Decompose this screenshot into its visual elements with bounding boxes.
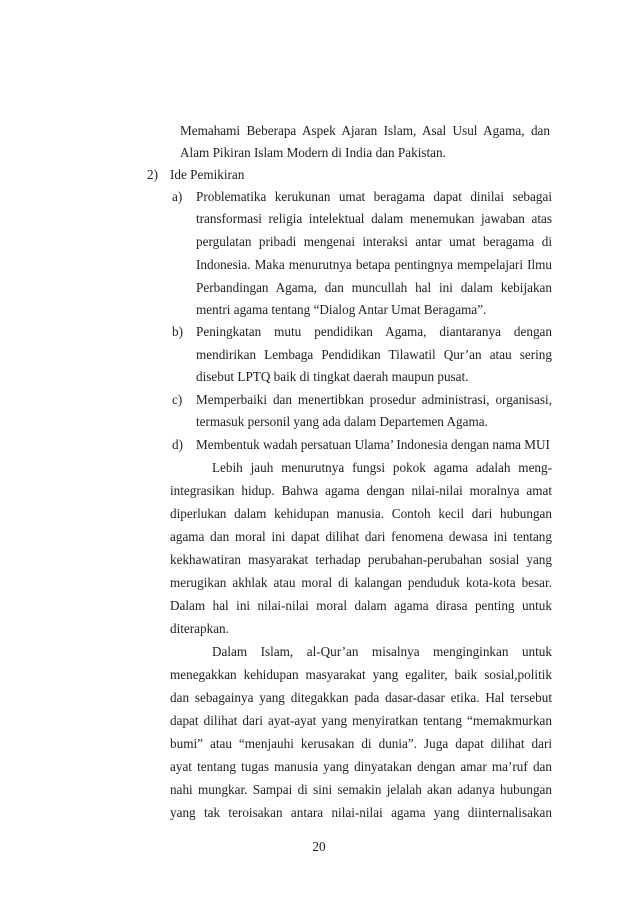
list-marker: d) — [172, 437, 183, 452]
text-line: dapat dilihat dari ayat-ayat yang menyiratkan tentang “memakmurkan — [170, 713, 552, 728]
section-title: Ide Pemikiran — [170, 167, 245, 182]
text-line: Memperbaiki dan menertibkan prosedur administrasi, organisasi, — [196, 392, 552, 407]
list-marker: b) — [172, 324, 183, 339]
text-line: pergulatan pribadi mengenai interaksi antar umat beragama di — [196, 234, 552, 249]
text-line: transformasi religia intelektual dalam menemukan jawaban atas — [196, 211, 552, 226]
text-line: mendirikan Lembaga Pendidikan Tilawatil Qur’an atau sering — [196, 347, 552, 362]
text-line: Membentuk wadah persatuan Ulama’ Indonesia dengan nama MUI — [196, 437, 550, 452]
text-line: diperlukan dalam kehidupan manusia. Contoh kecil dari hubungan — [170, 506, 552, 521]
text-line: agama dan moral ini dapat dilihat dari fenomena dewasa ini tentang — [170, 529, 552, 544]
list-marker: a) — [172, 189, 183, 204]
text-line: bumi” atau “menjauhi kerusakan di dunia”. Juga dapat dilihat dari — [170, 736, 552, 751]
text-line: Problematika kerukunan umat beragama dapat dinilai sebagai — [196, 189, 552, 204]
text-line: Perbandingan Agama, dan muncullah hal ini dalam kebijakan — [196, 280, 552, 295]
text-line: termasuk personil yang ada dalam Departemen Agama. — [196, 414, 488, 429]
text-line: integrasikan hidup. Bahwa agama dengan nilai-nilai moralnya amat — [170, 483, 552, 498]
text-line: Dalam hal ini nilai-nilai moral dalam agama dirasa penting untuk — [170, 598, 552, 613]
text-line: ayat tentang tugas manusia yang dinyatakan dengan amar ma’ruf dan — [170, 759, 552, 774]
text-line: Memahami Beberapa Aspek Ajaran Islam, Asal Usul Agama, dan — [180, 123, 550, 138]
text-line: Lebih jauh menurutnya fungsi pokok agama adalah meng- — [212, 460, 552, 475]
text-line: mentri agama tentang “Dialog Antar Umat Beragama”. — [196, 302, 487, 317]
text-line: disebut LPTQ baik di tingkat daerah maupun pusat. — [196, 369, 469, 384]
text-line: merugikan akhlak atau moral di kalangan penduduk kota-kota besar. — [170, 575, 552, 590]
text-line: dan sebagainya yang ditegakkan pada dasar-dasar etika. Hal tersebut — [170, 690, 552, 705]
text-line: menegakkan kehidupan masyarakat yang egaliter, baik sosial,politik — [170, 667, 552, 682]
text-line: Dalam Islam, al-Qur’an misalnya menginginkan untuk — [212, 644, 552, 659]
text-line: Indonesia. Maka menurutnya betapa pentingnya mempelajari Ilmu — [196, 257, 552, 272]
list-marker: c) — [172, 392, 183, 407]
text-line: yang tak teroisakan antara nilai-nilai agama yang diinternalisakan — [170, 805, 552, 820]
text-line: Peningkatan mutu pendidikan Agama, diantaranya dengan — [196, 324, 552, 339]
text-line: diterapkan. — [170, 621, 229, 636]
text-line: Alam Pikiran Islam Modern di India dan Pakistan. — [180, 145, 446, 160]
text-line: nahi mungkar. Sampai di sini semakin jelalah akan adanya hubungan — [170, 782, 552, 797]
page-number: 20 — [312, 839, 326, 854]
section-number: 2) — [147, 167, 158, 182]
text-line: kekhawatiran masyarakat terhadap perubahan-perubahan sosial yang — [170, 552, 552, 567]
